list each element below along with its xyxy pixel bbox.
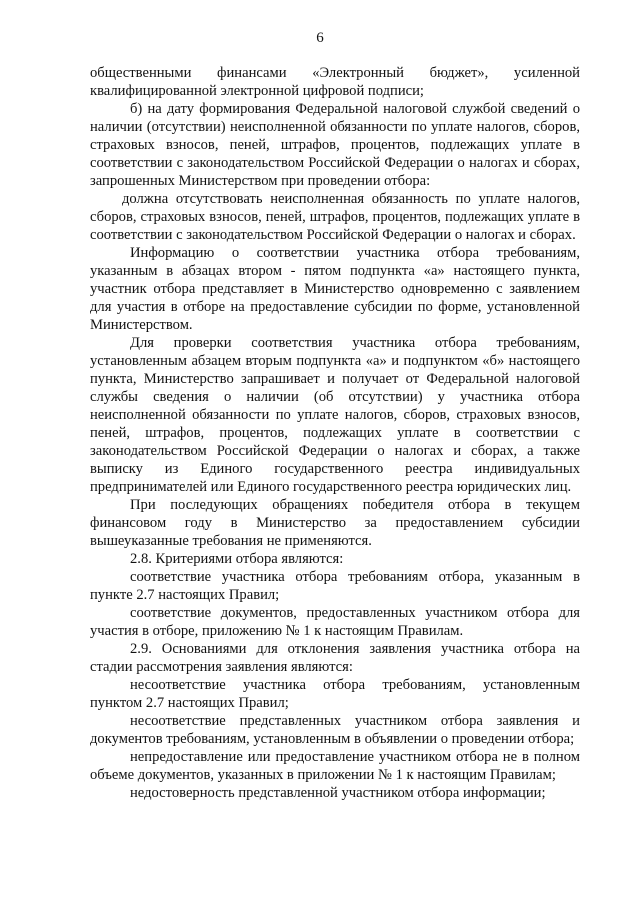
document-body <box>90 64 580 802</box>
page-number: 6 <box>316 30 324 46</box>
paragraph-7-heading: 2.8. Критериями отбора являются: <box>130 551 344 567</box>
paragraph-11: несоответствие участника отбора требованиям, установленным пунктом 2.7 настоящих Правил; <box>90 677 580 711</box>
paragraph-10-heading: 2.9. Основаниями для отклонения заявления участника отбора на стадии рассмотрения заявления являются: <box>90 641 580 675</box>
paragraph-9: соответствие документов, предоставленных участником отбора для участия в отборе, приложению № 1 к настоящим Правилам. <box>90 605 580 639</box>
paragraph-8: соответствие участника отбора требованиям отбора, указанным в пункте 2.7 настоящих Правил; <box>90 569 580 603</box>
paragraph-5: Для проверки соответствия участника отбора требованиям, установленным абзацем вторым подпункта «а» и подпунктом «б» настоящего пункта, Министерство запрашивает и получает от Федеральной налоговой службы сведения о наличии (об отсутствии) у участника отбора неисполненной обязанности по уплате налогов, сборов, страховых взносов, пеней, штрафов, процентов, подлежащих уплате в соответствии с законодательством Российской Федерации о налогах и сборах, а также выписку из Единого государственного реестра индивидуальных предпринимателей или Единого государственного реестра юридических лиц. <box>90 335 580 495</box>
paragraph-6: При последующих обращениях победителя отбора в текущем финансовом году в Министерство за предоставлением субсидии вышеуказанные требования не применяются. <box>90 497 580 549</box>
paragraph-2: б) на дату формирования Федеральной налоговой службой сведений о наличии (отсутствии) неисполненной обязанности по уплате налогов, сборов, страховых взносов, пеней, штрафов, процентов, подлежащих уплате в соответствии с законодательством Российской Федерации о налогах и сборах, запрошенных Министерством при проведении отбора: <box>90 101 580 189</box>
paragraph-4: Информацию о соответствии участника отбора требованиям, указанным в абзацах втором - пятом подпункта «а» настоящего пункта, участник отбора представляет в Министерство одновременно с заявлением для участия в отборе на предоставление субсидии по форме, установленной Министерством. <box>90 245 580 333</box>
paragraph-13: непредоставление или предоставление участником отбора не в полном объеме документов, указанных в приложении № 1 к настоящим Правилам; <box>90 749 580 783</box>
paragraph-3: должна отсутствовать неисполненная обязанность по уплате налогов, сборов, страховых взносов, пеней, штрафов, процентов, подлежащих уплате в соответствии с законодательством Российской Федерации о налогах и сборах. <box>90 191 580 243</box>
paragraph-14: недостоверность представленной участником отбора информации; <box>130 785 546 801</box>
paragraph-1: общественными финансами «Электронный бюджет», усиленной квалифицированной электронной цифровой подписи; <box>90 65 580 99</box>
paragraph-12: несоответствие представленных участником отбора заявления и документов требованиям, установленным в объявлении о проведении отбора; <box>90 713 580 747</box>
